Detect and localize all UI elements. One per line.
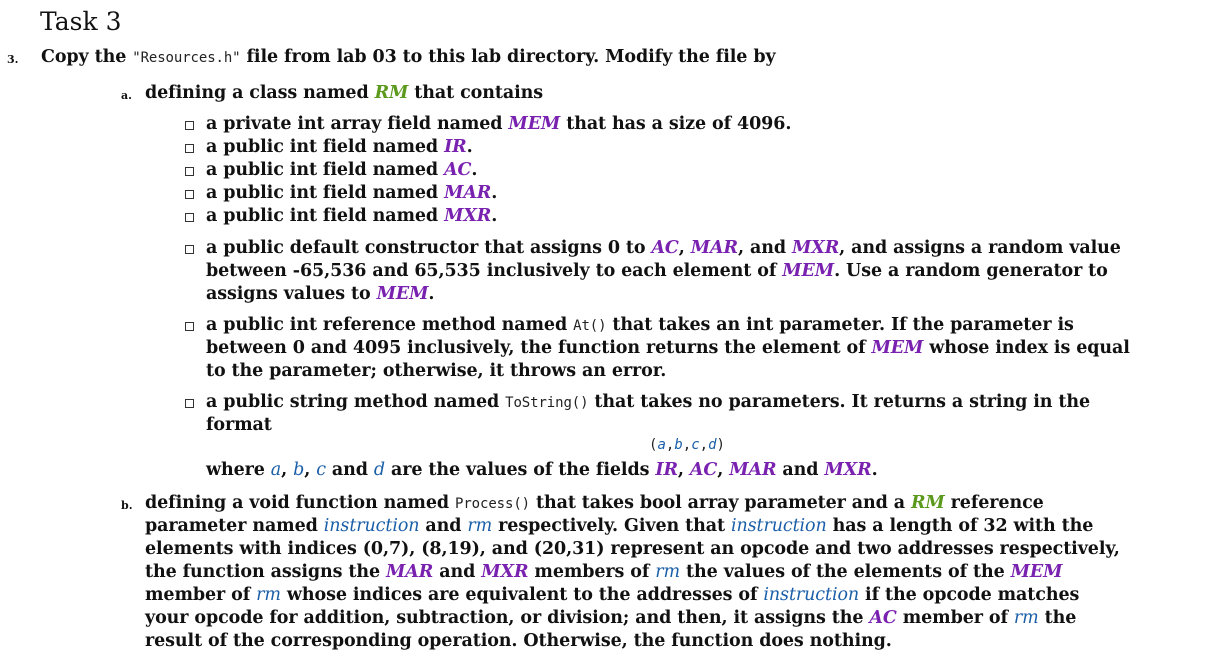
bullet-text: , and assigns a random value <box>839 238 1121 258</box>
instruction-param: instruction <box>730 516 827 536</box>
item-b-text: the values of the elements of the <box>680 562 1011 582</box>
instruction-param: instruction <box>763 585 860 605</box>
rm-class-name: RM <box>910 493 945 513</box>
mar-field-name: MAR <box>729 460 777 480</box>
bullet-text: . <box>491 206 498 226</box>
ac-field-name: AC <box>869 608 897 628</box>
formula-var-c: c <box>691 437 700 453</box>
ac-field-name: AC <box>689 460 718 480</box>
bullet-at-line-2 <box>206 337 1130 360</box>
where-text: , <box>281 460 294 480</box>
item-b-text: your opcode for addition, subtraction, or division; and then, it assigns the <box>145 608 870 628</box>
rm-param: rm <box>256 585 281 605</box>
mar-field-name: MAR <box>386 562 434 582</box>
item-b-text: member of <box>896 608 1014 628</box>
item-a-text <box>145 82 543 105</box>
where-text: , <box>304 460 317 480</box>
ac-field-name: AC <box>651 238 679 258</box>
bullet-mem-field <box>206 113 791 136</box>
item-b-line-6 <box>145 607 1076 630</box>
item-b-text: parameter named <box>145 516 324 536</box>
instruction-param: instruction <box>323 516 420 536</box>
var-d: d <box>373 460 386 480</box>
checkbox-icon <box>185 213 194 222</box>
bullet-text: , and <box>737 238 792 258</box>
bullet-mxr-field <box>206 205 497 228</box>
item-b-text: and <box>433 562 482 582</box>
mxr-field-name: MXR <box>791 238 840 258</box>
bullet-text: . <box>428 284 435 304</box>
format-formula <box>649 435 725 455</box>
bullet-at-line-1 <box>206 314 1074 338</box>
item-b-marker: b. <box>121 499 133 512</box>
mar-field-name: MAR <box>444 183 492 203</box>
var-a: a <box>270 460 282 480</box>
formula-var-b: b <box>674 437 683 453</box>
ir-field-name: IR <box>655 460 678 480</box>
where-text: and <box>776 460 825 480</box>
item-b-text: whose indices are equivalent to the addresses of <box>280 585 764 605</box>
bullet-text: a public int reference method named <box>206 315 574 335</box>
bullet-tostring-line-1 <box>206 391 1090 415</box>
task-title: Task 3 <box>40 7 122 36</box>
checkbox-icon <box>185 245 194 254</box>
where-text: , <box>677 460 690 480</box>
process-method-name: Process() <box>455 496 530 512</box>
bullet-ac-field <box>206 159 477 182</box>
item-b-line-7: result of the corresponding operation. Otherwise, the function does nothing. <box>145 631 892 651</box>
where-text: . <box>871 460 878 480</box>
item-b-line-4 <box>145 561 1062 584</box>
item-b-text: defining a void function named <box>145 493 456 513</box>
mem-field-name: MEM <box>508 114 561 134</box>
checkbox-icon <box>185 144 194 153</box>
mem-field-name: MEM <box>1010 562 1063 582</box>
mxr-field-name: MXR <box>824 460 872 480</box>
formula-paren: ( <box>649 437 658 453</box>
mem-field-name: MEM <box>782 261 835 281</box>
item-b-text: members of <box>528 562 656 582</box>
bullet-text: a public int field named <box>206 160 445 180</box>
bullet-mar-field <box>206 182 497 205</box>
item-b-text: and <box>419 516 468 536</box>
where-line <box>206 459 878 482</box>
rm-param: rm <box>467 516 493 536</box>
item-b-text: that takes bool array parameter and a <box>529 493 911 513</box>
bullet-text: assigns values to <box>206 284 377 304</box>
formula-paren: ) <box>716 437 725 453</box>
bullet-text: a public int field named <box>206 137 445 157</box>
bullet-text: a public int field named <box>206 183 445 203</box>
item-b-line-5 <box>145 584 1079 607</box>
formula-comma: , <box>665 437 675 453</box>
bullet-text: whose index is equal <box>923 338 1130 358</box>
tostring-method-name: ToString() <box>505 395 589 411</box>
bullet-constructor-line-2 <box>206 260 1108 283</box>
rm-class-name: RM <box>374 83 409 103</box>
formula-var-a: a <box>657 437 666 453</box>
item-b-text: respectively. Given that <box>492 516 731 536</box>
bullet-text: . <box>491 183 498 203</box>
checkbox-icon <box>185 322 194 331</box>
formula-var-d: d <box>708 437 717 453</box>
bullet-ir-field <box>206 136 473 159</box>
bullet-text: . <box>466 137 473 157</box>
var-c: c <box>316 460 326 480</box>
bullet-text: between 0 and 4095 inclusively, the function returns the element of <box>206 338 872 358</box>
item-b-line-3: elements with indices (0,7), (8,19), and (20,31) represent an opcode and two addresses respectively, <box>145 539 1120 559</box>
rm-param: rm <box>655 562 681 582</box>
mar-field-name: MAR <box>690 238 738 258</box>
ir-field-name: IR <box>444 137 467 157</box>
bullet-text: . <box>471 160 478 180</box>
item-3-text-2: file from lab 03 to this lab directory. Modify the file by <box>240 47 776 67</box>
bullet-text: between -65,536 and 65,535 inclusively to each element of <box>206 261 783 281</box>
where-text: where <box>206 460 271 480</box>
item-b-line-1 <box>145 492 1044 516</box>
bullet-text: a public default constructor that assigns 0 to <box>206 238 652 258</box>
item-3-marker: 3. <box>7 53 19 66</box>
where-text: , <box>717 460 730 480</box>
mem-field-name: MEM <box>376 284 429 304</box>
where-text: are the values of the fields <box>385 460 656 480</box>
item-b-line-2 <box>145 515 1093 538</box>
item-b-text: the function assigns the <box>145 562 387 582</box>
bullet-text: a public int field named <box>206 206 445 226</box>
item-b-text: member of <box>145 585 257 605</box>
item-3-text <box>41 46 776 70</box>
bullet-at-line-3: to the parameter; otherwise, it throws an error. <box>206 361 667 381</box>
where-text: and <box>325 460 374 480</box>
mem-field-name: MEM <box>871 338 924 358</box>
bullet-text: , <box>678 238 691 258</box>
item-b-text: has a length of 32 with the <box>826 516 1094 536</box>
mxr-field-name: MXR <box>481 562 529 582</box>
item-a-text-2: that contains <box>408 83 544 103</box>
item-a-text-1: defining a class named <box>145 83 375 103</box>
bullet-text: . Use a random generator to <box>834 261 1108 281</box>
item-b-text: if the opcode matches <box>859 585 1080 605</box>
var-b: b <box>293 460 305 480</box>
rm-param: rm <box>1013 608 1039 628</box>
item-b-text: the <box>1038 608 1077 628</box>
bullet-tostring-line-2: format <box>206 415 272 435</box>
bullet-text: that takes an int parameter. If the parameter is <box>606 315 1074 335</box>
formula-comma: , <box>682 437 692 453</box>
ac-field-name: AC <box>444 160 472 180</box>
bullet-text: a public string method named <box>206 392 506 412</box>
bullet-text: that takes no parameters. It returns a string in the <box>588 392 1091 412</box>
bullet-text: that has a size of 4096. <box>560 114 792 134</box>
item-b-text: reference <box>944 493 1044 513</box>
checkbox-icon <box>185 121 194 130</box>
checkbox-icon <box>185 167 194 176</box>
bullet-constructor-line-3 <box>206 283 434 306</box>
item-3-text-1: Copy the <box>41 47 133 67</box>
checkbox-icon <box>185 190 194 199</box>
mxr-field-name: MXR <box>444 206 492 226</box>
bullet-text: a private int array field named <box>206 114 509 134</box>
at-method-name: At() <box>573 318 607 334</box>
resources-filename: "Resources.h" <box>132 50 241 66</box>
checkbox-icon <box>185 399 194 408</box>
formula-comma: , <box>699 437 709 453</box>
item-a-marker: a. <box>121 89 132 102</box>
bullet-constructor-line-1 <box>206 237 1121 260</box>
